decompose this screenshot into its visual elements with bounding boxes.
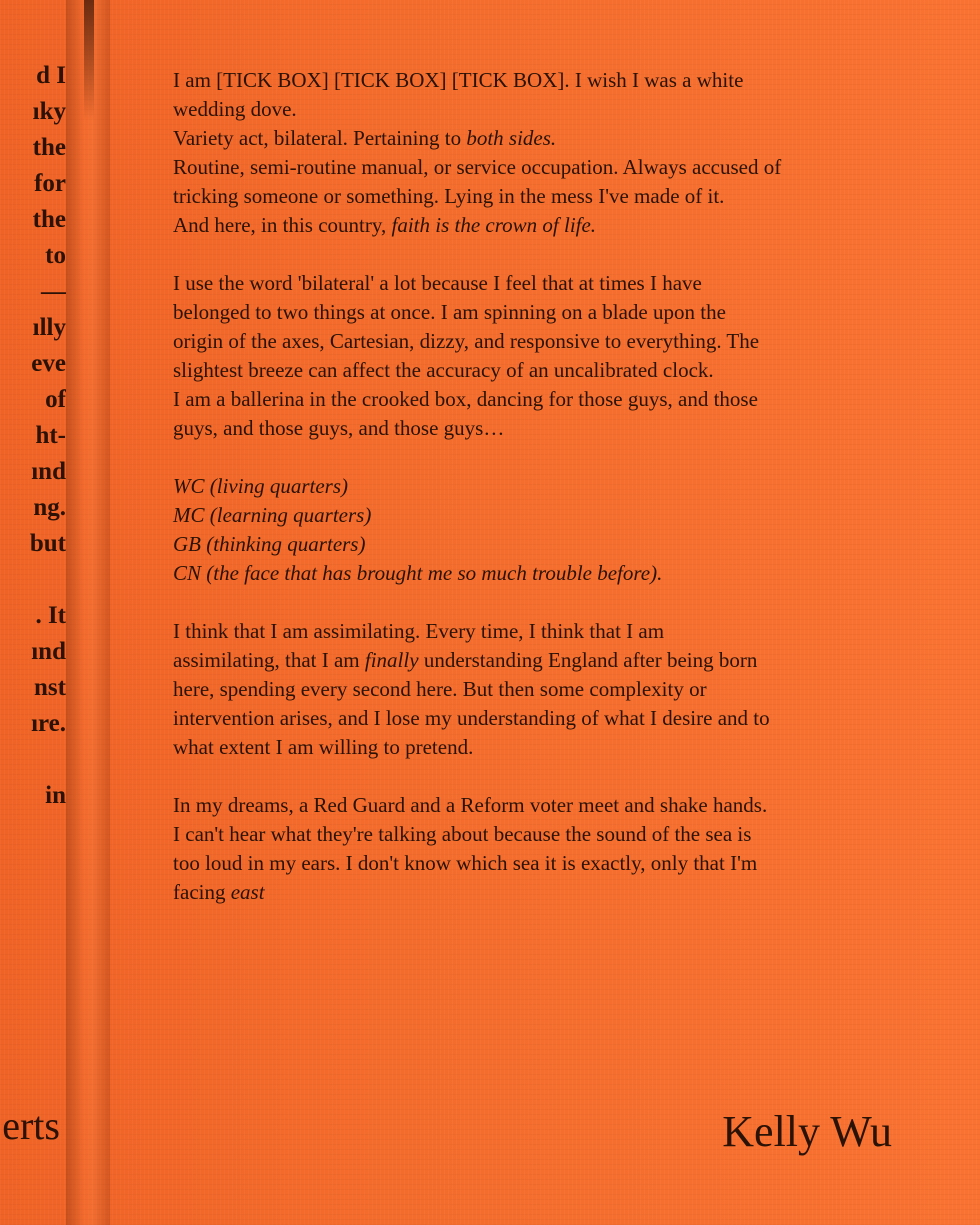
left-fragment: ınd [31,638,66,665]
poem-line-italic: finally [364,648,419,672]
left-fragment [0,742,66,778]
poem-line: I am [TICK BOX] [TICK BOX] [TICK BOX]. I wish I was a white [173,68,744,92]
left-page-text [0,58,66,814]
left-fragment: . It [35,602,66,629]
left-fragment [0,562,66,598]
poem-line [173,211,933,240]
poem-line-text: assimilating, that I am [173,648,365,672]
poem-line-italic: faith is the crown of life. [391,213,597,237]
left-fragment: but [29,530,66,557]
poem-line: In my dreams, a Red Guard and a Reform voter meet and shake hands. [173,793,768,817]
poem-line: tricking someone or something. Lying in the mess I've made of it. [173,184,725,208]
poem-line: Routine, semi-routine manual, or service occupation. Always accused of [173,155,782,179]
left-fragment: ng. [33,494,66,521]
left-fragment: the [32,206,66,233]
left-fragment: eve [31,350,66,377]
poem-line: intervention arises, and I lose my understanding of what I desire and to [173,706,770,730]
stanza-1 [173,66,933,240]
poem-line: I can't hear what they're talking about because the sound of the sea is [173,822,752,846]
poem-line: what extent I am willing to pretend. [173,735,474,759]
left-fragment: ıre. [31,710,66,737]
left-fragment: d I [36,62,66,89]
poem-line-italic: WC (living quarters) [173,474,348,498]
left-fragment: to [45,242,66,269]
author-name: Kelly Wu [722,1107,892,1156]
poem-line-italic: GB (thinking quarters) [173,532,366,556]
poem-line-text: facing [173,880,231,904]
poem-line [173,124,933,153]
spine-shadow [84,0,94,120]
stanza-2 [173,269,933,443]
poem-line: slightest breeze can affect the accuracy of an uncalibrated clock. [173,358,714,382]
left-fragment: the [32,134,66,161]
poem-line: belonged to two things at once. I am spinning on a blade upon the [173,300,726,324]
poem-line: guys, and those guys, and those guys… [173,416,505,440]
left-fragment: in [45,782,66,809]
poem-line: I think that I am assimilating. Every time, I think that I am [173,619,665,643]
left-fragment: ht- [35,422,66,449]
poem-line [173,646,933,675]
book-spine [66,0,110,1225]
stanza-4 [173,617,933,762]
left-fragment: ılly [32,314,66,341]
left-fragment: nst [34,674,66,701]
poem-line: wedding dove. [173,97,297,121]
poem-line-text: understanding England after being born [418,648,758,672]
left-page-bottom-word: erts [2,1103,60,1148]
poem-line: I am a ballerina in the crooked box, dancing for those guys, and those [173,387,758,411]
poem-line-italic: CN (the face that has brought me so much trouble before). [173,561,663,585]
left-fragment: ınd [31,458,66,485]
poem-line-italic: both sides. [466,126,557,150]
poem-line-italic: east [230,880,265,904]
poem-line-text: Variety act, bilateral. Pertaining to [173,126,467,150]
poem-line: too loud in my ears. I don't know which sea it is exactly, only that I'm [173,851,758,875]
stanza-5 [173,791,933,907]
poem-line: here, spending every second here. But then some complexity or [173,677,707,701]
poem-line: I use the word 'bilateral' a lot because I feel that at times I have [173,271,702,295]
poem-line-text: And here, in this country, [173,213,392,237]
poem-line: origin of the axes, Cartesian, dizzy, and responsive to everything. The [173,329,760,353]
left-fragment: of [45,386,66,413]
left-fragment: — [41,278,66,305]
left-fragment: ıky [32,98,66,125]
poem-line-italic: MC (learning quarters) [173,503,372,527]
stanza-3 [173,472,933,588]
poem-body [173,66,933,936]
poem-line [173,878,933,907]
left-fragment: for [34,170,66,197]
